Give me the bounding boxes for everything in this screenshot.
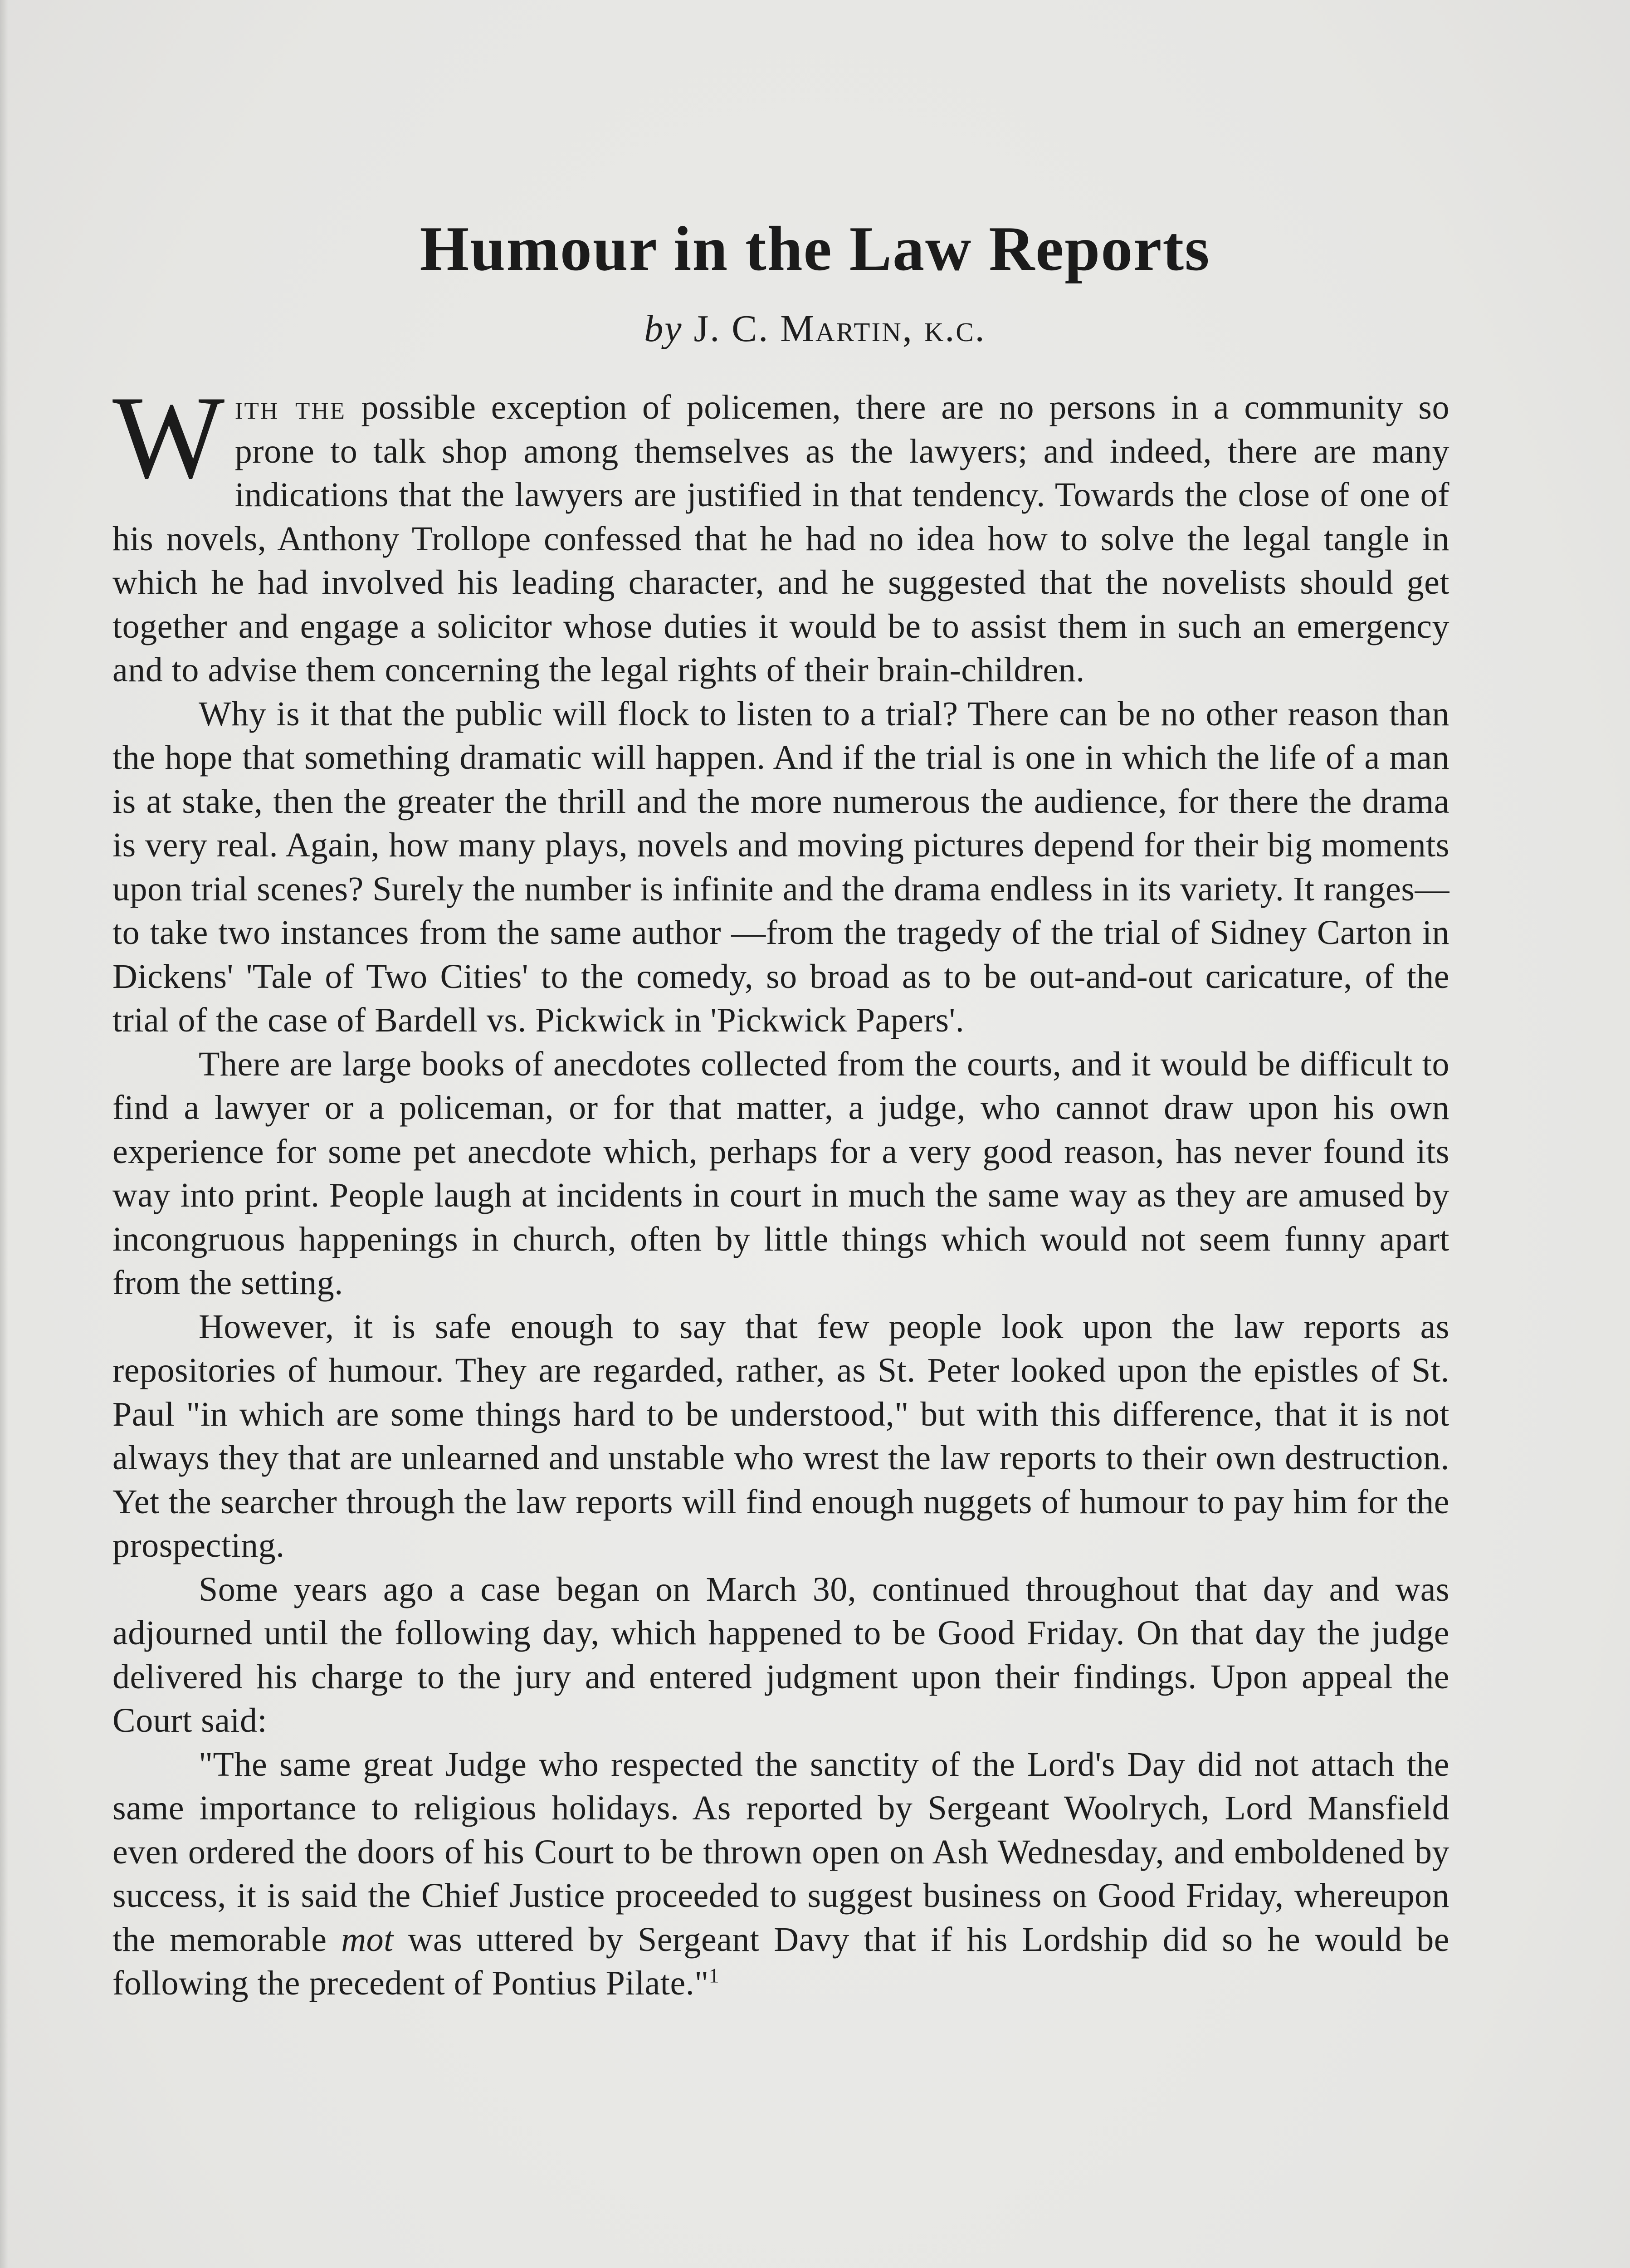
paragraph-2: Why is it that the public will flock to listen to a trial? There can be no other reason than the hope that something dramatic will happen. And if the trial is one in which the life of a man is at stake, then the greater the thrill and the more numerous the audience, for there the drama is very real. Again, how many plays, novels and moving pictures depend for their big moments upon trial scenes? Surely the number is infinite and the drama endless in its variety. It ranges—to take two instances from the same author —from the tragedy of the trial of Sidney Carton in Dickens' 'Tale of Two Cities' to the comedy, so broad as to be out-and-out caricature, of the trial of the case of Bardell vs. Pickwick in 'Pickwick Papers'.: [112, 694, 1449, 1039]
paragraph-4: However, it is safe enough to say that few people look upon the law reports as repositories of humour. They are regarded, rather, as St. Peter looked upon the epistles of St. Paul "in which are some things hard to be understood," but with this difference, that it is not always they that are unlearned and unstable who wrest the law reports to their own destruction. Yet the searcher through the law reports will find enough nuggets of humour to pay him for the prospecting.: [112, 1307, 1449, 1564]
article-title: Humour in the Law Reports: [420, 214, 1210, 284]
byline-author: J. C. Martin, k.c.: [693, 308, 986, 350]
drop-cap: W: [112, 371, 225, 503]
article-body: [112, 371, 1449, 2005]
block-quote: [112, 1743, 1449, 2005]
quote-text-start: "The same great Judge who respected the sanctity of the Lord's Day did not attach the same importance to religious holidays. As reported by Sergeant Woolrych, Lord Mansfield even ordered the doors of his Court to be thrown open on Ash Wednesday, and emboldened by success, it is said the Chief Justice proceeded to suggest business on Good Friday, whereupon the memorable: [112, 1745, 1449, 1959]
paragraph-5: Some years ago a case began on March 30, continued throughout that day and was adjourned until the following day, which happened to be Good Friday. On that day the judge delivered his charge to the jury and entered judgment upon their findings. Upon appeal the Court said:: [112, 1570, 1449, 1740]
byline-prefix: by: [644, 308, 683, 350]
paragraph-1: [112, 371, 1449, 692]
quote-italic-word: mot: [341, 1920, 394, 1959]
paragraph-3: There are large books of anecdotes collected from the courts, and it would be difficult to find a lawyer or a policeman, or for that matter, a judge, who cannot draw upon his own experience for some pet anecdote which, perhaps for a very good reason, has never found its way into print. People laugh at incidents in court in much the same way as they are amused by incongruous happenings in church, often by little things which would not seem funny apart from the setting.: [112, 1045, 1449, 1302]
lead-in-smallcaps: ith the: [234, 388, 346, 426]
quote-text-end: was uttered by Sergeant Davy that if his Lordship did so he would be following the precedent of Pontius Pilate.": [112, 1920, 1449, 2002]
footnote-reference: 1: [708, 1964, 720, 1987]
paragraph-1-text: possible exception of policemen, there are no persons in a community so prone to talk shop among themselves as the lawyers; and indeed, there are many indications that the lawyers are justified in that tendency. Towards the close of one of his novels, Anthony Trollope confessed that he had no idea how to solve the legal tangle in which he had involved his leading character, and he suggested that the novelists should get together and engage a solicitor whose duties it would be to assist them in such an emergency and to advise them concerning the legal rights of their brain-children.: [112, 388, 1449, 689]
article-byline: [0, 307, 1630, 351]
